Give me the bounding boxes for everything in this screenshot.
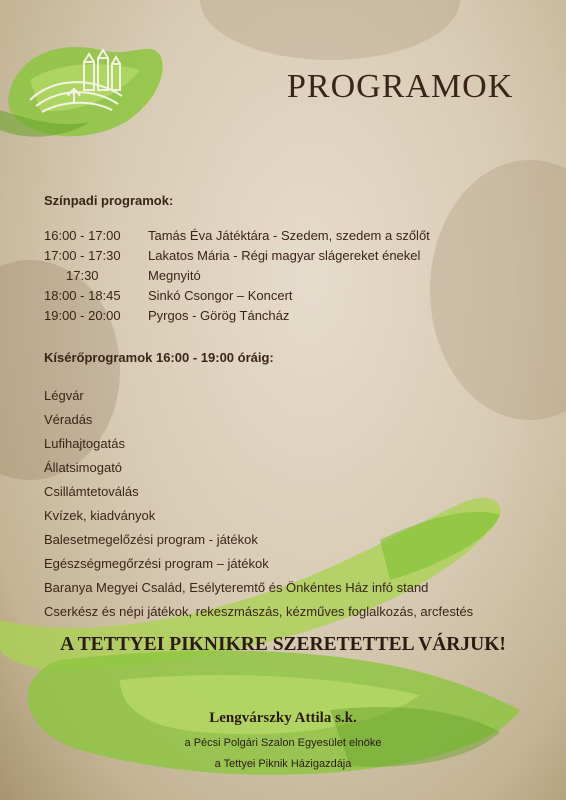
list-item: Balesetmegelőzési program - játékok [44, 532, 258, 547]
schedule-desc: Tamás Éva Játéktára - Szedem, szedem a szőlőt [148, 228, 430, 243]
schedule-desc: Sinkó Csongor – Koncert [148, 288, 293, 303]
list-item: Véradás [44, 412, 93, 427]
list-item: Légvár [44, 388, 84, 403]
list-item: Csillámtetoválás [44, 484, 139, 499]
signature-role: a Tettyei Piknik Házigazdája [214, 758, 352, 770]
schedule-row [44, 268, 201, 283]
schedule-time: 17:30 [66, 268, 99, 283]
list-item: Baranya Megyei Család, Esélyteremtő és Önkéntes Ház infó stand [44, 580, 429, 595]
list-item: Állatsimogató [44, 460, 123, 475]
paper-stain [200, 0, 460, 60]
schedule-time: 17:00 - 17:30 [44, 248, 121, 263]
list-item: Kvízek, kiadványok [44, 508, 156, 523]
signature-title: a Pécsi Polgári Szalon Egyesület elnöke [184, 737, 382, 749]
schedule-desc: Lakatos Mária - Régi magyar slágereket énekel [148, 248, 421, 263]
schedule-row [44, 248, 420, 263]
schedule-row [44, 288, 293, 303]
schedule-desc: Pyrgos - Görög Táncház [148, 308, 290, 323]
tettye-logo-icon [22, 48, 132, 128]
side-programs-heading: Kísérőprogramok 16:00 - 19:00 óráig: [44, 350, 274, 365]
list-item: Cserkész és népi játékok, rekeszmászás, kézműves foglalkozás, arcfestés [44, 604, 474, 619]
signature-name: Lengvárszky Attila s.k. [209, 710, 357, 726]
schedule-desc: Megnyitó [148, 268, 201, 283]
schedule-time: 16:00 - 17:00 [44, 228, 121, 243]
invitation-slogan: A TETTYEI PIKNIKRE SZERETETTEL VÁRJUK! [60, 634, 506, 655]
page-title: PROGRAMOK [287, 68, 514, 105]
schedule-row [44, 308, 289, 323]
stage-programs-heading: Színpadi programok: [44, 193, 174, 208]
schedule-time: 18:00 - 18:45 [44, 288, 121, 303]
list-item: Egészségmegőrzési program – játékok [44, 556, 269, 571]
list-item: Lufihajtogatás [44, 436, 125, 451]
paper-stain [430, 160, 566, 420]
schedule-row [44, 228, 430, 243]
schedule-time: 19:00 - 20:00 [44, 308, 121, 323]
